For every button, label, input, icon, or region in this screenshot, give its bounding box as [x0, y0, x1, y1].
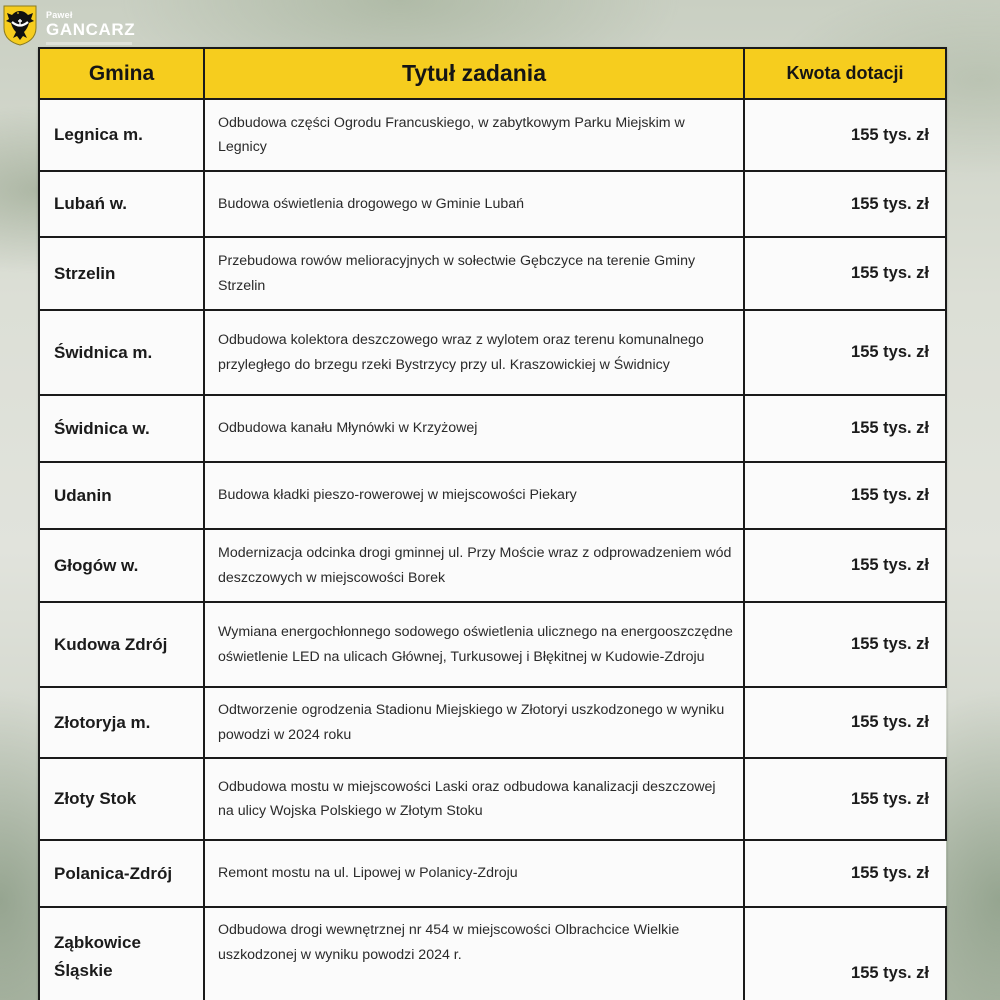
table-row: [39, 758, 946, 840]
amount-cell: 155 tys. zł: [744, 840, 946, 907]
amount-cell: 155 tys. zł: [744, 529, 946, 602]
table-header-row: [39, 48, 946, 99]
task-title-cell: Budowa kładki pieszo-rowerowej w miejscowości Piekary: [204, 462, 744, 529]
table-row: [39, 602, 946, 687]
task-title-cell: Odbudowa części Ogrodu Francuskiego, w zabytkowym Parku Miejskim w Legnicy: [204, 99, 744, 171]
task-title-cell: Wymiana energochłonnego sodowego oświetlenia ulicznego na energooszczędne oświetlenie LED na ulicach Głównej, Turkusowej i Błękitnej w Kudowie-Zdroju: [204, 602, 744, 687]
table-row: [39, 237, 946, 310]
gmina-cell: Udanin: [39, 462, 204, 529]
gmina-cell: Kudowa Zdrój: [39, 602, 204, 687]
gmina-cell: Polanica-Zdrój: [39, 840, 204, 907]
amount-cell: 155 tys. zł: [744, 602, 946, 687]
table-row: [39, 462, 946, 529]
gmina-cell: Złotoryja m.: [39, 687, 204, 758]
task-title-cell: Modernizacja odcinka drogi gminnej ul. Przy Moście wraz z odprowadzeniem wód deszczowych w miejscowości Borek: [204, 529, 744, 602]
amount-cell: 155 tys. zł: [744, 237, 946, 310]
task-title-cell: Remont mostu na ul. Lipowej w Polanicy-Zdroju: [204, 840, 744, 907]
gmina-cell: Złoty Stok: [39, 758, 204, 840]
gmina-cell: Ząbkowice Śląskie: [39, 907, 204, 1000]
amount-cell: 155 tys. zł: [744, 907, 946, 1000]
brand-name: [46, 11, 135, 45]
amount-cell: 155 tys. zł: [744, 758, 946, 840]
table-row: [39, 99, 946, 171]
gmina-cell: Głogów w.: [39, 529, 204, 602]
task-title-cell: Odbudowa kanału Młynówki w Krzyżowej: [204, 395, 744, 462]
amount-cell: 155 tys. zł: [744, 462, 946, 529]
task-title-cell: Odbudowa mostu w miejscowości Laski oraz odbudowa kanalizacji deszczowej na ulicy Wojska Polskiego w Złotym Stoku: [204, 758, 744, 840]
amount-cell: 155 tys. zł: [744, 687, 946, 758]
amount-cell: 155 tys. zł: [744, 99, 946, 171]
task-title-cell: Odbudowa drogi wewnętrznej nr 454 w miejscowości Olbrachcice Wielkie uszkodzonej w wyniku powodzi 2024 r.: [204, 907, 744, 1000]
brand-logo: [2, 4, 135, 48]
column-header-gmina: Gmina: [39, 48, 204, 99]
gmina-cell: Świdnica m.: [39, 310, 204, 395]
brand-first-name: Paweł: [46, 10, 73, 20]
task-title-cell: Budowa oświetlenia drogowego w Gminie Lubań: [204, 171, 744, 237]
table-row: [39, 907, 946, 1000]
brand-subtitle-line: [46, 42, 132, 45]
table-row: [39, 840, 946, 907]
column-header-amount: Kwota dotacji: [744, 48, 946, 99]
task-title-cell: Przebudowa rowów melioracyjnych w sołectwie Gębczyce na terenie Gminy Strzelin: [204, 237, 744, 310]
column-header-title: Tytuł zadania: [204, 48, 744, 99]
gmina-cell: Legnica m.: [39, 99, 204, 171]
brand-last-name: GANCARZ: [46, 20, 136, 39]
amount-cell: 155 tys. zł: [744, 171, 946, 237]
table-row: [39, 310, 946, 395]
task-title-cell: Odbudowa kolektora deszczowego wraz z wylotem oraz terenu komunalnego przyległego do brzegu rzeki Bystrzycy przy ul. Kraszowickiej w Świdnicy: [204, 310, 744, 395]
table-row: [39, 529, 946, 602]
task-title-cell: Odtworzenie ogrodzenia Stadionu Miejskiego w Złotoryi uszkodzonego w wyniku powodzi w 2024 roku: [204, 687, 744, 758]
grants-table: [38, 47, 947, 1000]
table-row: [39, 171, 946, 237]
gmina-cell: Strzelin: [39, 237, 204, 310]
gmina-cell: Lubań w.: [39, 171, 204, 237]
gmina-cell: Świdnica w.: [39, 395, 204, 462]
amount-cell: 155 tys. zł: [744, 310, 946, 395]
lower-silesia-eagle-crest-icon: [2, 4, 38, 46]
table-row: [39, 687, 946, 758]
table-row: [39, 395, 946, 462]
amount-cell: 155 tys. zł: [744, 395, 946, 462]
grants-table-container: [38, 47, 945, 1000]
